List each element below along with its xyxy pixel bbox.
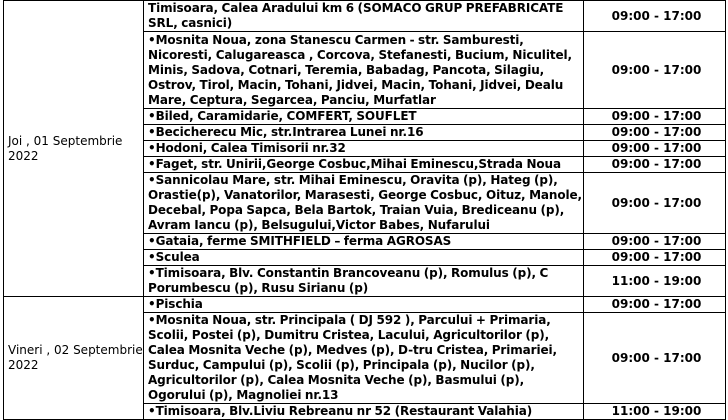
outage-schedule-table: [3, 0, 726, 420]
time-cell: 09:00 - 17:00: [584, 32, 726, 109]
location-cell: •Hodoni, Calea Timisorii nr.32: [144, 141, 584, 157]
table-row: [4, 1, 726, 32]
time-cell: 09:00 - 17:00: [584, 141, 726, 157]
location-cell: •Sculea: [144, 250, 584, 266]
location-cell: •Becicherecu Mic, str.Intrarea Lunei nr.16: [144, 125, 584, 141]
time-cell: 09:00 - 17:00: [584, 234, 726, 250]
time-cell: 09:00 - 17:00: [584, 157, 726, 173]
location-cell: •Faget, str. Unirii,George Cosbuc,Mihai Eminescu,Strada Noua: [144, 157, 584, 173]
day-cell: Vineri , 02 Septembrie 2022: [4, 297, 144, 420]
time-cell: 09:00 - 17:00: [584, 173, 726, 234]
location-cell: •Biled, Caramidarie, COMFERT, SOUFLET: [144, 109, 584, 125]
time-cell: 09:00 - 17:00: [584, 250, 726, 266]
location-cell: •Gataia, ferme SMITHFIELD – ferma AGROSAS: [144, 234, 584, 250]
location-cell: •Timisoara, Blv. Constantin Brancoveanu (p), Romulus (p), C Porumbescu (p), Rusu Sirianu (p): [144, 266, 584, 297]
time-cell: 09:00 - 17:00: [584, 313, 726, 404]
location-cell: •Mosnita Noua, zona Stanescu Carmen - str. Samburesti, Nicoresti, Calugareasca , Corcova, Stefanesti, Bucium, Niculitel, Minis, Sadova, Cotnari, Teremia, Babadag, Pancota, Silagiu, Ostrov, Tirol, Macin, Tohani, Jidvei, Macin, Tohani, Jidvei, Dealu Mare, Ceptura, Segarcea, Panciu, Murfatlar: [144, 32, 584, 109]
table-row: [4, 297, 726, 313]
time-cell: 09:00 - 17:00: [584, 1, 726, 32]
location-cell: Timisoara, Calea Aradului km 6 (SOMACO GRUP PREFABRICATE SRL, casnici): [144, 1, 584, 32]
time-cell: 09:00 - 17:00: [584, 125, 726, 141]
location-cell: •Mosnita Noua, str. Principala ( DJ 592 ), Parcului + Primaria, Scolii, Postei (p), Dumitru Cristea, Lacului, Agricultorilor (p), Calea Mosnita Veche (p), Medves (p), D-tru Cristea, Primariei, Surduc, Campului (p), Scolii (p), Principala (p), Nucilor (p), Agricultorilor (p), Calea Mosnita Veche (p), Basmului (p), Ogorului (p), Magnoliei nr.13: [144, 313, 584, 404]
time-cell: 11:00 - 19:00: [584, 266, 726, 297]
time-cell: 09:00 - 17:00: [584, 109, 726, 125]
location-cell: •Pischia: [144, 297, 584, 313]
location-cell: •Timisoara, Blv.Liviu Rebreanu nr 52 (Restaurant Valahia): [144, 404, 584, 420]
location-cell: •Sannicolau Mare, str. Mihai Eminescu, Oravita (p), Hateg (p), Orastie(p), Vanatorilor, Marasesti, George Cosbuc, Oituz, Manole, Decebal, Popa Sapca, Bela Bartok, Traian Vuia, Brediceanu (p), Avram Iancu (p), Belsugului,Victor Babes, Nufarului: [144, 173, 584, 234]
time-cell: 11:00 - 19:00: [584, 404, 726, 420]
day-cell: Joi , 01 Septembrie 2022: [4, 1, 144, 297]
time-cell: 09:00 - 17:00: [584, 297, 726, 313]
